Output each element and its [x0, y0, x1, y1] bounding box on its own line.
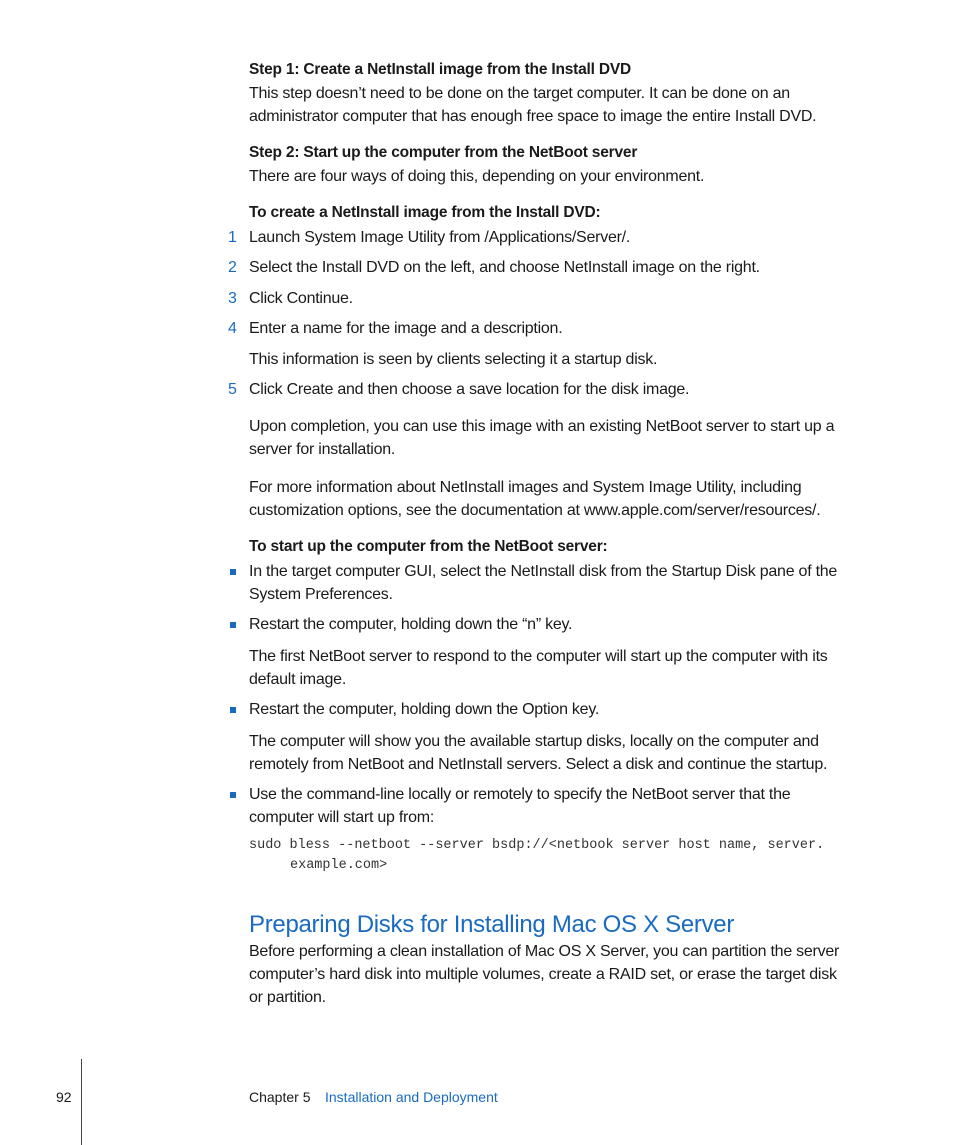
step2-body: There are four ways of doing this, depending on your environment.	[249, 168, 705, 185]
footer-divider	[81, 1059, 82, 1145]
step-number: 4	[228, 320, 237, 337]
step-text: Enter a name for the image and a description.	[249, 320, 563, 337]
more-info-line2: customization options, see the documentation at www.apple.com/server/resources/.	[249, 502, 821, 519]
bullet-icon	[230, 622, 236, 628]
step1-body-line1: This step doesn’t need to be done on the target computer. It can be done on an	[249, 85, 790, 102]
bullet4-line1: Use the command-line locally or remotely to specify the NetBoot server that the	[249, 786, 791, 803]
step1-body-line2: administrator computer that has enough free space to image the entire Install DVD.	[249, 108, 817, 125]
step-text: Launch System Image Utility from /Applications/Server/.	[249, 229, 631, 246]
footer-chapter-title: Installation and Deployment	[325, 1089, 498, 1105]
bullet-icon	[230, 792, 236, 798]
completion-line2: server for installation.	[249, 441, 396, 458]
step-number: 1	[228, 229, 237, 246]
bullet3-note-line1: The computer will show you the available startup disks, locally on the computer and	[249, 733, 819, 750]
step2-heading: Step 2: Start up the computer from the NetBoot server	[249, 144, 638, 161]
more-info-line1: For more information about NetInstall images and System Image Utility, including	[249, 479, 802, 496]
startup-heading: To start up the computer from the NetBoot server:	[249, 538, 608, 555]
step-number: 2	[228, 259, 237, 276]
bullet4-line2: computer will start up from:	[249, 809, 435, 826]
section-body-line2: computer’s hard disk into multiple volumes, create a RAID set, or erase the target disk	[249, 966, 837, 983]
bullet-icon	[230, 569, 236, 575]
bullet2-note-line1: The first NetBoot server to respond to the computer will start up the computer with its	[249, 648, 828, 665]
page-number: 92	[56, 1089, 72, 1105]
step-number: 3	[228, 290, 237, 307]
step4-note: This information is seen by clients selecting it a startup disk.	[249, 351, 658, 368]
bullet1-line1: In the target computer GUI, select the NetInstall disk from the Startup Disk pane of the	[249, 563, 838, 580]
step-text: Click Continue.	[249, 290, 353, 307]
code-line2: example.com>	[290, 858, 388, 873]
bullet-icon	[230, 707, 236, 713]
step-text: Select the Install DVD on the left, and choose NetInstall image on the right.	[249, 259, 760, 276]
create-image-heading: To create a NetInstall image from the Install DVD:	[249, 204, 601, 221]
section-body-line1: Before performing a clean installation of Mac OS X Server, you can partition the server	[249, 943, 840, 960]
step-number: 5	[228, 381, 237, 398]
code-line1: sudo bless --netboot --server bsdp://<netbook server host name, server.	[249, 838, 825, 853]
completion-line1: Upon completion, you can use this image with an existing NetBoot server to start up a	[249, 418, 835, 435]
step1-heading: Step 1: Create a NetInstall image from the Install DVD	[249, 61, 631, 78]
section-title: Preparing Disks for Installing Mac OS X Server	[249, 911, 735, 938]
bullet3-note-line2: remotely from NetBoot and NetInstall servers. Select a disk and continue the startup.	[249, 756, 828, 773]
step-text: Click Create and then choose a save location for the disk image.	[249, 381, 690, 398]
bullet2-note-line2: default image.	[249, 671, 347, 688]
footer-chapter: Chapter 5	[249, 1089, 311, 1105]
bullet3-text: Restart the computer, holding down the Option key.	[249, 701, 600, 718]
bullet1-line2: System Preferences.	[249, 586, 393, 603]
section-body-line3: or partition.	[249, 989, 326, 1006]
bullet2-text: Restart the computer, holding down the “n” key.	[249, 616, 573, 633]
